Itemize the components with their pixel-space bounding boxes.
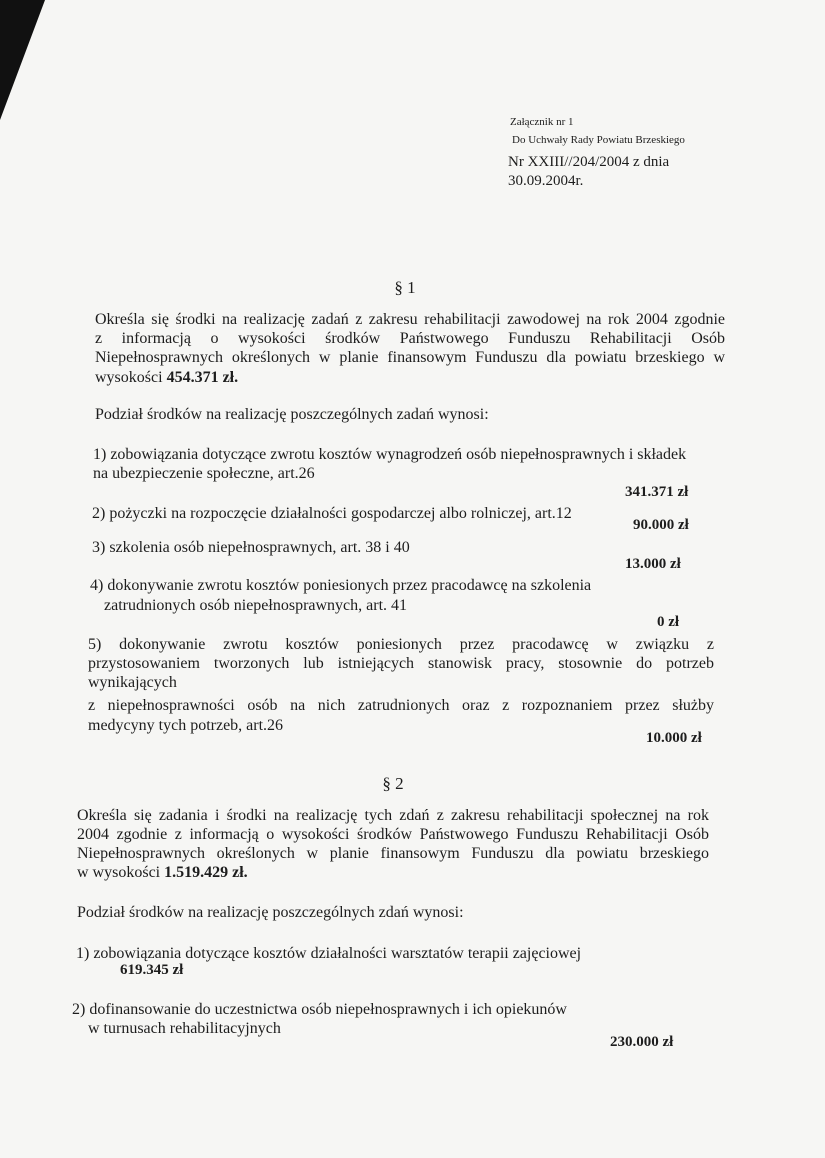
section-2-intro-line-1: Określa się zadania i środki na realizację tych zdań z zakresu rehabilitacji społecznej na rok xyxy=(77,807,709,824)
s2-item-1-line-1: 1) zobowiązania dotyczące kosztów działalności warsztatów terapii zajęciowej xyxy=(76,945,582,962)
s1-item-5-line-2: przystosowaniem tworzonych lub istniejących stanowisk pracy, stosownie do potrzeb xyxy=(88,655,714,672)
s1-item-5-line-5: medycyny tych potrzeb, art.26 xyxy=(88,717,284,734)
section-1-intro-line-4 xyxy=(95,368,238,387)
section-1-heading: § 1 xyxy=(394,278,416,297)
resolution-reference: Do Uchwały Rady Powiatu Brzeskiego xyxy=(512,134,685,146)
s1-item-2-line-1: 2) pożyczki na rozpoczęcie działalności gospodarczej albo rolniczej, art.12 xyxy=(92,505,572,522)
section-1-total-amount: 454.371 zł. xyxy=(166,369,239,386)
s2-item-2-line-1: 2) dofinansowanie do uczestnictwa osób niepełnosprawnych i ich opiekunów xyxy=(72,1001,567,1018)
bleed-through-text xyxy=(95,98,735,114)
section-2-amount-prefix: w wysokości xyxy=(77,864,161,881)
section-1-intro-line-2: z informacją o wysokości środków Państwowego Funduszu Rehabilitacji Osób xyxy=(95,330,725,347)
resolution-number: Nr XXIII//204/2004 z dnia xyxy=(508,154,670,170)
s2-item-2-amount: 230.000 zł xyxy=(610,1034,674,1050)
s1-item-4-line-2: zatrudnionych osób niepełnosprawnych, art. 41 xyxy=(104,597,408,614)
s1-item-4-line-1: 4) dokonywanie zwrotu kosztów poniesionych przez pracodawcę na szkolenia xyxy=(90,577,592,594)
s1-item-1-line-1: 1) zobowiązania dotyczące zwrotu kosztów wynagrodzeń osób niepełnosprawnych i składek xyxy=(93,446,687,463)
section-2-intro-line-2: 2004 zgodnie z informacją o wysokości środków Państwowego Funduszu Rehabilitacji Osób xyxy=(77,826,709,843)
s1-item-5-line-1: 5) dokonywanie zwrotu kosztów poniesionych przez pracodawcę w związku z xyxy=(88,636,714,653)
s1-item-1-line-2: na ubezpieczenie społeczne, art.26 xyxy=(93,465,315,482)
resolution-date: 30.09.2004r. xyxy=(508,173,584,189)
s1-item-5-amount: 10.000 zł xyxy=(646,730,702,746)
section-2-heading: § 2 xyxy=(382,774,404,793)
section-2-total-amount: 1.519.429 zł. xyxy=(164,864,248,881)
s1-item-2-amount: 90.000 zł xyxy=(633,517,689,533)
section-1-intro-line-1: Określa się środki na realizację zadań z zakresu rehabilitacji zawodowej na rok 2004 zgodnie xyxy=(95,311,725,328)
s1-item-4-amount: 0 zł xyxy=(657,614,680,630)
section-1-amount-prefix: wysokości xyxy=(95,369,163,386)
scan-corner-shadow xyxy=(0,0,45,120)
section-1-intro-line-3: Niepełnosprawnych określonych w planie finansowym Funduszu dla powiatu brzeskiego w xyxy=(95,349,725,366)
attachment-number: Załącznik nr 1 xyxy=(510,116,574,128)
s2-item-1-amount: 619.345 zł xyxy=(120,962,184,978)
s1-item-5-line-3: wynikających xyxy=(88,674,177,691)
s1-item-5-line-4: z niepełnosprawności osób na nich zatrudnionych oraz z rozpoznaniem przez służby xyxy=(88,697,714,714)
s1-item-3-line-1: 3) szkolenia osób niepełnosprawnych, art. 38 i 40 xyxy=(92,539,410,556)
s1-item-1-amount: 341.371 zł xyxy=(625,484,689,500)
section-2-intro-line-3: Niepełnosprawnych określonych w planie finansowym Funduszu dla powiatu brzeskiego xyxy=(77,845,709,862)
section-1-division-intro: Podział środków na realizację poszczególnych zadań wynosi: xyxy=(95,406,489,423)
s2-item-2-line-2: w turnusach rehabilitacyjnych xyxy=(88,1020,281,1037)
section-2-division-intro: Podział środków na realizację poszczególnych zdań wynosi: xyxy=(77,904,464,921)
section-2-intro-line-4 xyxy=(77,863,248,882)
s1-item-3-amount: 13.000 zł xyxy=(625,556,681,572)
